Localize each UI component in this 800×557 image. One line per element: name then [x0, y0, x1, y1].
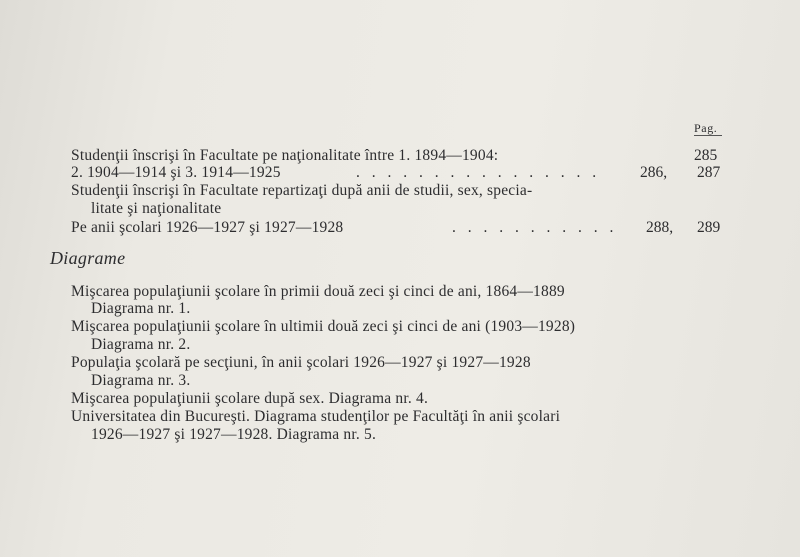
section-title: Diagrame — [50, 248, 126, 268]
toc-page-number: 286, — [640, 164, 668, 181]
toc-entry-text: Studenţii înscrişi în Facultate repartizaţi după anii de studii, sex, specia- — [71, 182, 533, 199]
toc-entry-text: litate şi naţionalitate — [91, 200, 222, 217]
diagram-entry-text: Mişcarea populaţiunii şcolare după sex. Diagrama nr. 4. — [71, 390, 429, 407]
diagram-entry-text: Universitatea din Bucureşti. Diagrama studenţilor pe Facultăţi în anii şcolari — [71, 408, 561, 425]
diagram-entry-text: Diagrama nr. 1. — [91, 300, 191, 317]
diagram-entry-text: Mişcarea populaţiunii şcolare în primii două zeci şi cinci de ani, 1864—1889 — [71, 283, 565, 300]
diagram-entry-text: 1926—1927 şi 1927—1928. Diagrama nr. 5. — [91, 426, 377, 443]
toc-page-number: 285 — [694, 147, 718, 164]
toc-entry-text: Pe anii şcolari 1926—1927 şi 1927—1928 — [71, 219, 344, 236]
page-column-header: Pag. — [694, 121, 718, 135]
toc-page-number: 289 — [697, 219, 721, 236]
toc-entry-text: Studenţii înscrişi în Facultate pe naţionalitate între 1. 1894—1904: — [71, 147, 499, 164]
diagram-entry-text: Mişcarea populaţiunii şcolare în ultimii două zeci şi cinci de ani (1903—1928) — [71, 318, 576, 335]
diagram-entry-text: Diagrama nr. 3. — [91, 372, 191, 389]
toc-leader-dots: . . . . . . . . . . . . . . . . — [356, 164, 601, 181]
toc-entry-text: 2. 1904—1914 şi 3. 1914—1925 — [71, 164, 281, 181]
diagram-entry-text: Populaţia şcolară pe secţiuni, în anii şcolari 1926—1927 şi 1927—1928 — [71, 354, 531, 371]
header-underline — [694, 135, 722, 136]
toc-page-number: 287 — [697, 164, 721, 181]
toc-leader-dots: . . . . . . . . . . . — [452, 219, 618, 236]
diagram-entry-text: Diagrama nr. 2. — [91, 336, 191, 353]
toc-page-number: 288, — [646, 219, 674, 236]
